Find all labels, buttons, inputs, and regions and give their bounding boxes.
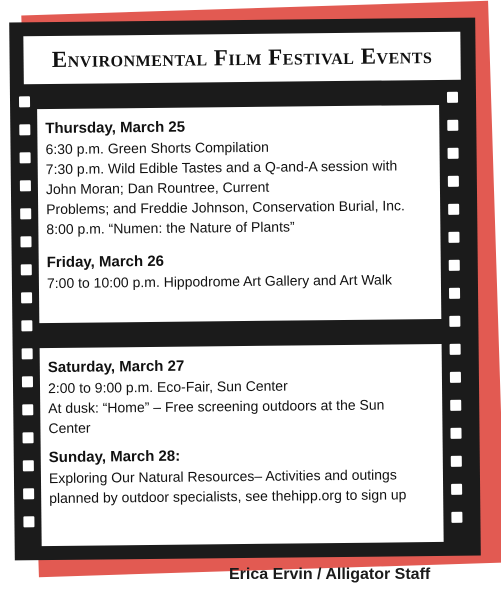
sprocket-hole [22, 376, 33, 387]
sprocket-hole [448, 232, 459, 243]
sprocket-hole [20, 236, 31, 247]
saturday-heading: Saturday, March 27 [47, 357, 185, 377]
sprocket-hole [450, 400, 461, 411]
sprocket-hole [451, 484, 462, 495]
sprocket-hole [447, 92, 458, 103]
event-line: Exploring Our Natural Resources– Activities and outings [48, 466, 397, 487]
event-line: planned by outdoor specialists, see thehipp.org to sign up [49, 486, 407, 507]
sprocket-hole [449, 260, 460, 271]
event-line: Problems; and Freddie Johnson, Conservation Burial, Inc. [46, 197, 405, 218]
sprocket-holes-right [447, 92, 464, 540]
event-line: 7:30 p.m. Wild Edible Tastes and a Q-and-A session with [45, 157, 398, 178]
photo-credit: Erica Ervin / Alligator Staff [229, 566, 431, 583]
sprocket-hole [19, 124, 30, 135]
title-banner [23, 32, 460, 85]
sprocket-hole [22, 348, 33, 359]
event-line: 7:00 to 10:00 p.m. Hippodrome Art Gallery and Art Walk [46, 271, 392, 292]
sprocket-hole [20, 180, 31, 191]
sprocket-hole [20, 208, 31, 219]
sprocket-hole [23, 488, 34, 499]
sprocket-hole [449, 316, 460, 327]
sprocket-hole [448, 148, 459, 159]
sprocket-hole [450, 372, 461, 383]
sprocket-hole [447, 120, 458, 131]
event-line: John Moran; Dan Rountree, Current [45, 178, 270, 198]
sprocket-hole [450, 428, 461, 439]
sprocket-hole [22, 432, 33, 443]
sprocket-hole [23, 516, 34, 527]
sunday-heading: Sunday, March 28: [48, 447, 181, 467]
sprocket-hole [448, 204, 459, 215]
page-title: Environmental Film Festival Events [51, 43, 433, 73]
event-line: Center [48, 419, 91, 437]
friday-heading: Friday, March 26 [46, 252, 165, 272]
sprocket-hole [20, 152, 31, 163]
sprocket-hole [451, 512, 462, 523]
film-frame-1 [37, 105, 441, 323]
event-line: 8:00 p.m. “Numen: the Nature of Plants” [46, 218, 295, 238]
sprocket-hole [21, 264, 32, 275]
sprocket-hole [451, 456, 462, 467]
sprocket-holes-left [19, 96, 36, 544]
sprocket-hole [21, 292, 32, 303]
film-frame-2 [40, 344, 444, 546]
event-line: At dusk: “Home” – Free screening outdoors at the Sun [48, 396, 385, 417]
sprocket-hole [450, 344, 461, 355]
sprocket-hole [449, 288, 460, 299]
thursday-heading: Thursday, March 25 [45, 118, 186, 138]
film-strip [9, 18, 481, 561]
sprocket-hole [448, 176, 459, 187]
sprocket-hole [23, 460, 34, 471]
event-line: 2:00 to 9:00 p.m. Eco-Fair, Sun Center [47, 377, 288, 397]
sprocket-hole [19, 96, 30, 107]
event-line: 6:30 p.m. Green Shorts Compilation [45, 138, 269, 158]
sprocket-hole [22, 404, 33, 415]
sprocket-hole [21, 320, 32, 331]
